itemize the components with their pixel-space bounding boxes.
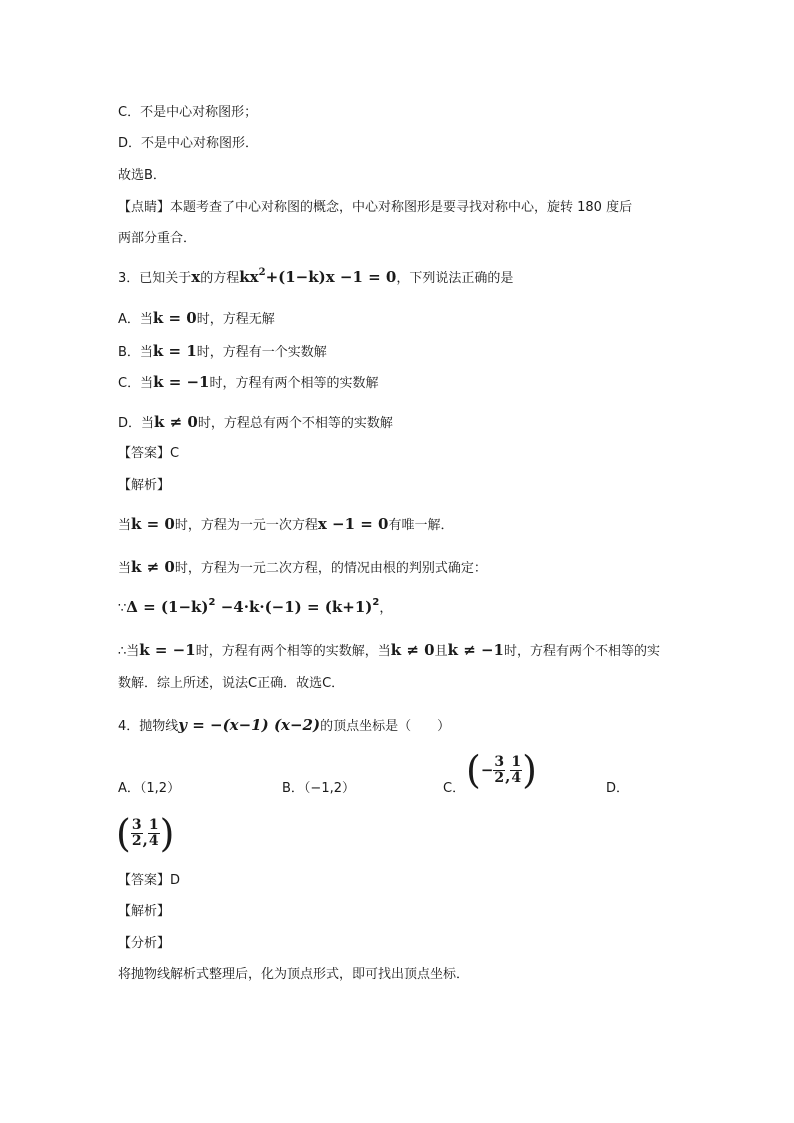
comment-line-1: 【点睛】本题考查了中心对称图的概念，中心对称图形是要寻找对称中心，旋转 180 度后 bbox=[118, 200, 633, 215]
question-4-stem: 4．抛物线y = −(x−1) (x−2)的顶点坐标是（ ） bbox=[118, 716, 451, 734]
solution-line-5: 数解．综上所述，说法C正确．故选C． bbox=[118, 676, 345, 691]
question-4-option-a: A．（1,2） bbox=[118, 781, 181, 796]
previous-answer-choice: 故选B． bbox=[118, 168, 166, 183]
question-4-option-c-label: C． bbox=[443, 781, 466, 796]
question-4-fenxi-text: 将抛物线解析式整理后，化为顶点形式，即可找出顶点坐标． bbox=[118, 967, 470, 982]
question-3-option-c: C．当k = −1时，方程有两个相等的实数解 bbox=[118, 373, 379, 391]
question-4-fenxi-title: 【分析】 bbox=[118, 936, 171, 951]
question-3-equation: $kx^2+(1-k)x -1 = 0$ bbox=[239, 267, 397, 286]
question-4-option-d-value: ( $\frac{3}{2}$ , $\frac{1}{4}$ ) bbox=[116, 811, 175, 856]
question-4-answer: 【答案】D bbox=[118, 873, 181, 888]
solution-line-2: 当k ≠ 0时，方程为一元二次方程，的情况由根的判别式确定： bbox=[118, 558, 487, 576]
solution-line-4: ∴当k = −1时，方程有两个相等的实数解，当k ≠ 0且k ≠ −1时，方程有两个不相等的实 bbox=[118, 641, 661, 659]
solution-line-1: 当k = 0时，方程为一元一次方程x −1 = 0有唯一解． bbox=[118, 515, 454, 533]
option-c-previous: C．不是中心对称图形； bbox=[118, 105, 258, 120]
question-4-equation: y = −(x−1) (x−2) bbox=[178, 716, 321, 734]
question-4-analysis-title: 【解析】 bbox=[118, 904, 171, 919]
question-3-option-d: D．当k ≠ 0时，方程总有两个不相等的实数解 bbox=[118, 413, 393, 431]
option-d-previous: D．不是中心对称图形． bbox=[118, 136, 259, 151]
question-4-option-d-label: D． bbox=[606, 781, 630, 796]
comment-line-2: 两部分重合． bbox=[118, 231, 197, 246]
question-3-analysis-title: 【解析】 bbox=[118, 478, 171, 493]
question-4-option-b: B．（−1,2） bbox=[282, 781, 355, 796]
question-3-option-a: A．当k = 0时，方程无解 bbox=[118, 309, 275, 327]
question-3-answer: 【答案】C bbox=[118, 446, 180, 461]
question-4-option-c-value: (− $\frac{3}{2}$ , $\frac{1}{4}$ ) bbox=[466, 748, 537, 792]
question-3-option-b: B．当k = 1时，方程有一个实数解 bbox=[118, 342, 327, 360]
solution-line-3-discriminant: ∵Δ = $(1-k)^2 -4\cdot k\cdot(-1) = (k+1)^2$， bbox=[118, 597, 393, 616]
question-3-stem: 3．已知关于x的方程$kx^2+(1-k)x -1 = 0$，下列说法正确的是 bbox=[118, 267, 514, 286]
